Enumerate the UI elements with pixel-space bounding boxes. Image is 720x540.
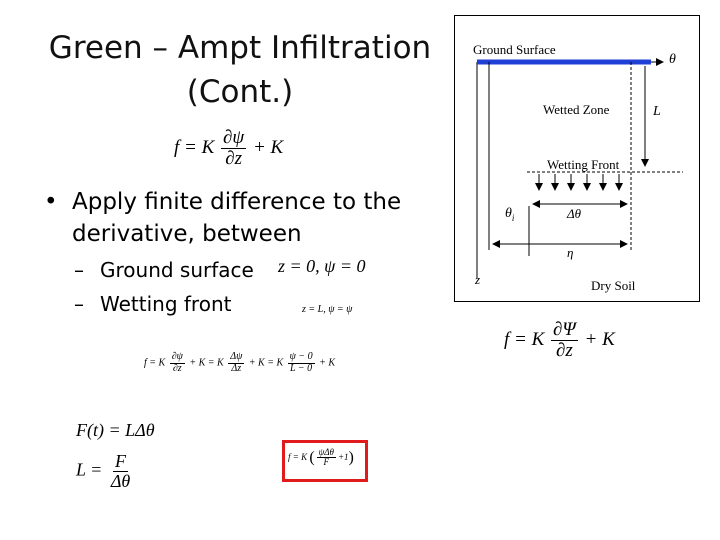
- equation-cumulative-infiltration: F(t) = LΔθ: [76, 420, 155, 440]
- fd-lhs: f = K: [144, 357, 166, 369]
- paren-right: ): [348, 448, 354, 466]
- eq-rhs: + K: [252, 136, 284, 158]
- theta-i-subscript: i: [511, 212, 515, 223]
- label-wetting-front: Wetting Front: [547, 157, 620, 172]
- eq-numerator: ∂ψ: [223, 127, 245, 148]
- label-theta: θ: [669, 52, 676, 67]
- equation-ground-surface: z = 0, ψ = 0: [278, 256, 366, 276]
- eq-fraction: [221, 128, 246, 169]
- title-line-2: (Cont.): [186, 74, 294, 110]
- eq2-fraction: [551, 320, 578, 361]
- eq2-lhs: f = K: [504, 328, 545, 350]
- equation-finite-difference: [144, 352, 335, 374]
- infiltration-arrows: [539, 174, 619, 190]
- label-eta: η: [567, 245, 574, 260]
- fd-mid-2: + K = K: [248, 357, 284, 369]
- l-lhs: L =: [76, 459, 103, 480]
- fd-fraction-3: [288, 352, 315, 374]
- boxed-fraction: [317, 448, 336, 468]
- fd-mid-1: + K = K: [189, 357, 224, 369]
- equation-green-ampt-result: [288, 448, 354, 468]
- equation-wetting-front: z = L, ψ = ψ: [302, 304, 353, 315]
- equation-diagram-rate: [504, 320, 615, 361]
- l-fraction: [109, 452, 132, 491]
- sub-bullet-label: Wetting front: [100, 292, 232, 316]
- label-z: z: [475, 272, 481, 287]
- sub-bullet-label: Ground surface: [100, 258, 254, 282]
- bullet-text: Apply finite difference to the derivative, between: [72, 189, 402, 247]
- fd-num-1: ∂ψ: [171, 351, 183, 362]
- sub-dash: –: [74, 292, 84, 316]
- fd-num-3: ψ − 0: [289, 351, 313, 362]
- label-delta-theta: Δθ: [567, 206, 582, 221]
- boxed-num: ψΔθ: [318, 447, 334, 457]
- sub-dash: –: [74, 258, 84, 282]
- eq-lhs: f = K: [174, 136, 215, 158]
- equation-wetting-depth: [76, 452, 134, 491]
- eq-denominator: ∂z: [225, 147, 243, 169]
- equation-infiltration-rate: [174, 128, 283, 169]
- eq2-denominator: ∂z: [556, 339, 573, 361]
- fd-fraction-2: [228, 352, 244, 374]
- title-line-1: Green – Ampt Infiltration: [48, 30, 432, 66]
- eq2-numerator: ∂Ψ: [553, 319, 576, 340]
- fd-den-2: Δz: [231, 362, 242, 374]
- label-theta-i: [505, 206, 514, 223]
- sub-bullet-wetting-front: [74, 292, 231, 316]
- slide-title: [40, 26, 440, 114]
- boxed-end: +1: [337, 452, 349, 462]
- sub-bullet-ground-surface: [74, 258, 254, 282]
- eq2-rhs: + K: [584, 328, 615, 350]
- fd-den-3: L − 0: [290, 362, 313, 374]
- fd-end: + K: [319, 357, 336, 369]
- label-dry-soil: Dry Soil: [591, 278, 636, 293]
- l-den: Δθ: [110, 470, 131, 491]
- fd-den-1: ∂z: [172, 362, 182, 374]
- boxed-den: F: [323, 457, 330, 468]
- fd-fraction-1: [170, 352, 185, 374]
- paren-left: (: [309, 448, 315, 466]
- fd-num-2: Δψ: [230, 351, 243, 362]
- label-L: L: [653, 104, 661, 119]
- bullet-dot: •: [44, 189, 58, 215]
- l-num: F: [115, 451, 127, 471]
- label-ground-surface: Ground Surface: [473, 42, 556, 57]
- label-wetted-zone: Wetted Zone: [543, 102, 610, 117]
- boxed-lhs: f = K: [288, 452, 308, 462]
- green-ampt-diagram: [454, 15, 700, 302]
- theta-i-symbol: θ: [505, 206, 512, 221]
